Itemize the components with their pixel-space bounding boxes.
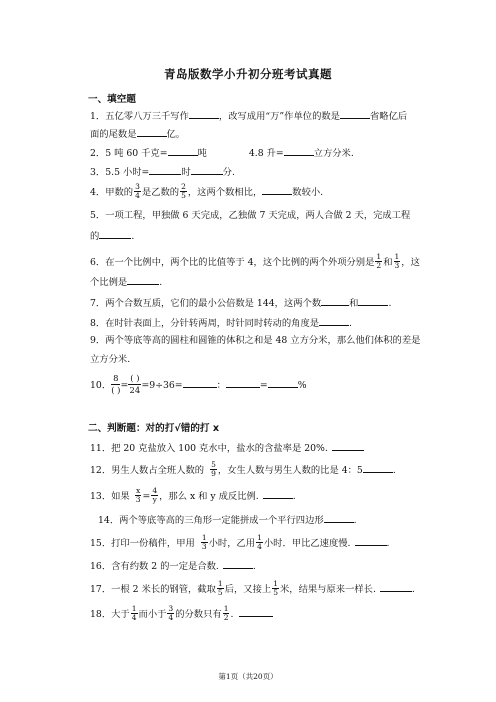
fraction: $\frac{1}{5}$ [217, 579, 223, 597]
question-11: 11．把 20 克盐放入 100 克水中，盐水的含盐率是 20%. [90, 441, 420, 455]
answer-blank[interactable] [363, 463, 393, 473]
question-3: 3．5.5 小时= 时 分. [90, 167, 235, 178]
answer-blank[interactable] [358, 296, 388, 306]
question-13: 13．如果 $\frac{x}{3}$ = $\frac{4}{y}$ ，那么 x 和 y 成反比例. . [90, 486, 296, 504]
answer-blank[interactable] [262, 185, 292, 195]
question-14: 14．两个等底等高的三角形一定能拼成一个平行四边形 . [98, 515, 357, 526]
fraction: $\frac{1}{2}$ [376, 252, 382, 270]
question-2: 2．5 吨 60 千克= 吨 4.8 升= 立方分米. [90, 148, 354, 159]
answer-blank[interactable] [380, 582, 412, 592]
fraction: $\frac{2}{5}$ [181, 182, 186, 200]
question-9-line-2: 立方分米. [90, 354, 131, 365]
answer-blank[interactable] [168, 146, 198, 156]
question-5-line-1: 5．一项工程，甲独做 6 天完成，乙独做 7 天完成，两人合做 2 天，完成工程 [90, 210, 411, 221]
fraction: $\frac{5}{9}$ [211, 460, 216, 478]
fraction: $\frac{1}{2}$ [223, 604, 229, 622]
question-9-line-1: 9．两个等底等高的圆柱和圆锥的体积之和是 48 立方分米，那么他们体积的差是 [90, 335, 421, 346]
fraction: $\frac{1}{4}$ [257, 533, 262, 551]
question-1-line-2: 面的尾数是 亿。 [90, 129, 186, 140]
question-12: 12．男生人数占全班人数的 $\frac{5}{9}$ ，女生人数与男生人数的比是 4：5 . [90, 460, 396, 478]
fraction: $\frac{1}{5}$ [273, 579, 278, 597]
question-4: 4．甲数的 $\frac{3}{4}$ 是乙数的 $\frac{2}{5}$ ，这两个数相比， 数较小. [90, 182, 324, 200]
page-footer: 第1页（共20页） [218, 672, 278, 681]
question-15: 15．打印一份稿件，甲用 $\frac{1}{3}$ 小时，乙用 $\frac{1}{4}$ 小时．甲比乙速度慢. . [90, 533, 390, 551]
question-5-line-2: 的 . [90, 231, 135, 242]
question-18: 18．大于 $\frac{1}{4}$ 而小于 $\frac{3}{4}$ 的分数只有 $\frac{1}{2}$ . [90, 606, 420, 623]
fraction: $\frac{4}{y}$ [152, 486, 158, 504]
question-6-line-1: 6．在一个比例中，两个比的比值等于 4，这个比例的两个外项分别是 $\frac{1}{2}$ 和 $\frac{1}{3}$ ，这 [90, 252, 420, 270]
answer-blank[interactable] [191, 165, 223, 175]
answer-blank[interactable] [239, 607, 273, 617]
fraction: $\frac{1}{3}$ [201, 533, 207, 551]
page-title: 青岛版数学小升初分班考试真题 [164, 67, 332, 81]
question-17: 17．一根 2 米长的钢管，截取 $\frac{1}{5}$ 后，又接上 $\frac{1}{5}$ 米，结果与原来一样长. . [90, 579, 415, 597]
fraction: $\frac{3}{4}$ [168, 604, 174, 622]
question-1-line-1: 1．五亿零八万三千写作 ，改写成用“万”作单位的数是 省略亿后 [90, 111, 408, 122]
question-10: 10． 8 ( ) = ( ) 24 =9÷36= ： = % [90, 373, 307, 395]
answer-blank[interactable] [127, 275, 159, 285]
answer-blank[interactable] [284, 146, 314, 156]
answer-blank[interactable] [340, 109, 370, 119]
answer-blank[interactable] [99, 229, 131, 239]
fraction: $\frac{x}{3}$ [135, 486, 141, 504]
answer-blank[interactable] [324, 513, 354, 523]
answer-blank[interactable] [355, 536, 387, 546]
answer-blank[interactable] [332, 441, 364, 451]
answer-blank[interactable] [149, 165, 181, 175]
answer-blank[interactable] [263, 489, 293, 499]
answer-blank[interactable] [268, 378, 298, 388]
question-6-line-2: 个比例是 . [90, 277, 163, 288]
section-fill-in-heading: 一、填空题 [88, 94, 136, 105]
question-8: 8．在时针表面上，分针转两周，时针同时转动的角度是 . [90, 318, 353, 329]
answer-blank[interactable] [137, 127, 167, 137]
question-16: 16．含有约数 2 的一定是合数. . [90, 561, 256, 572]
fraction: 8 ( ) [111, 373, 121, 395]
answer-blank[interactable] [226, 378, 260, 388]
answer-blank[interactable] [319, 316, 349, 326]
fraction: $\frac{3}{4}$ [135, 182, 140, 200]
answer-blank[interactable] [183, 378, 217, 388]
answer-blank[interactable] [321, 296, 349, 306]
question-7: 7．两个合数互质，它们的最小公倍数是 144，这两个数 和 . [90, 298, 392, 309]
fraction: ( ) 24 [129, 373, 141, 395]
answer-blank[interactable] [223, 559, 253, 569]
section-true-false-heading: 二、判断题：对的打√错的打 x [88, 423, 220, 434]
answer-blank[interactable] [189, 109, 219, 119]
fraction: $\frac{1}{4}$ [131, 604, 137, 622]
fraction: $\frac{1}{3}$ [394, 252, 400, 270]
